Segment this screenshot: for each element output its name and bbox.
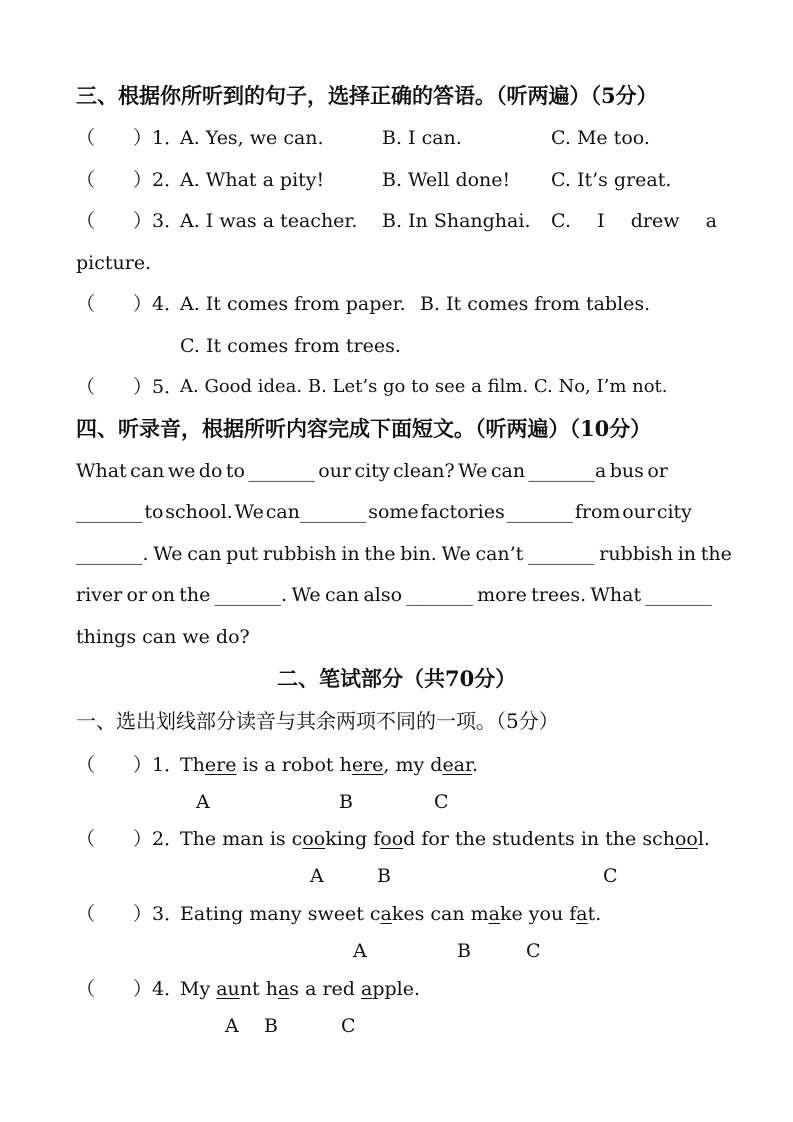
word: We (153, 543, 183, 565)
underlined-part: ere (351, 754, 384, 776)
word: or (647, 460, 668, 482)
text: s a red (289, 978, 361, 1000)
word: rubbish (262, 543, 337, 565)
underlined-part: a (488, 903, 500, 925)
blank: _______ (248, 460, 315, 482)
word: clean? (393, 460, 455, 482)
cloze-line (76, 459, 668, 483)
question-number: （ ）5． (76, 376, 184, 398)
word: in (677, 543, 697, 565)
text: , my d (383, 754, 443, 776)
word: school. (165, 501, 233, 523)
text: My (180, 978, 217, 1000)
label-c: C (526, 940, 541, 962)
underlined-part: oo (302, 828, 326, 850)
text: . (472, 754, 479, 776)
blank: can_______ (265, 501, 367, 523)
question-number: （ ）4． (76, 293, 184, 315)
label-a: A (353, 940, 367, 962)
section-heading-listening-4: 四、听录音，根据所听内容完成下面短文。（听两遍）（10分） (76, 416, 652, 441)
word: can’t (475, 543, 524, 565)
underlined-part: oo (380, 828, 404, 850)
text: pple. (372, 978, 420, 1000)
word: to (225, 460, 245, 482)
question-number: （ ）3． (76, 903, 184, 925)
question-number: （ ）1． (76, 754, 184, 776)
text: l. (697, 828, 710, 850)
option-b: B. Well done! (382, 169, 511, 191)
blank: _______. (76, 543, 149, 565)
underlined-part: ere (204, 754, 237, 776)
word: do (198, 460, 223, 482)
cloze-line (76, 583, 712, 607)
blank: _______. (214, 584, 288, 606)
label-c: C (434, 791, 449, 813)
option-a: A. It comes from paper. (180, 293, 406, 315)
label-b: B (457, 940, 471, 962)
word: We (291, 584, 321, 606)
word: can (130, 460, 165, 482)
question-number: （ ）1． (76, 127, 184, 149)
blank: _______ (506, 501, 574, 523)
word: city (354, 460, 390, 482)
word: I (597, 210, 605, 232)
underlined-part: a (576, 903, 588, 925)
word: the (364, 543, 396, 565)
word: city (656, 501, 692, 523)
blank: _______a (528, 460, 607, 482)
word: What (76, 460, 127, 482)
word: our (622, 501, 655, 523)
word: from (574, 501, 621, 523)
word: rubbish (599, 543, 673, 565)
word: What (590, 584, 642, 606)
word: can (324, 584, 360, 606)
text: ke you f (500, 903, 577, 925)
blank: _______ (645, 584, 712, 606)
word: factories (420, 501, 505, 523)
option-b: B. I can. (382, 127, 462, 149)
underlined-part: au (216, 978, 240, 1000)
label-b: B (264, 1015, 278, 1037)
option-c: C. It comes from trees. (180, 335, 401, 357)
text: Th (180, 754, 205, 776)
option-a: A. I was a teacher. (180, 210, 358, 232)
question-number: （ ）3． (76, 210, 184, 232)
question-sentence (180, 977, 420, 1001)
word: the (700, 543, 732, 565)
word: We (458, 460, 488, 482)
label-c: C (603, 865, 618, 887)
word: some (368, 501, 419, 523)
section-heading-written-1: 一、选出划线部分读音与其余两项不同的一项。（5分） (76, 709, 559, 733)
question-number: （ ）2． (76, 828, 184, 850)
option-a: A. What a pity! (180, 169, 325, 191)
label-b: B (377, 865, 391, 887)
word: on (151, 584, 175, 606)
blank: _______ (406, 584, 473, 606)
option-c (551, 209, 717, 233)
word: also (363, 584, 403, 606)
blank: _______ (528, 543, 595, 565)
text: king f (325, 828, 381, 850)
underlined-part: a (360, 978, 373, 1000)
option-c-continuation: picture. (76, 252, 152, 274)
word: or (126, 584, 148, 606)
label-c: C (341, 1015, 356, 1037)
text: d for the students in the sch (403, 828, 675, 850)
word: to (144, 501, 164, 523)
underlined-part: a (277, 978, 290, 1000)
cloze-line (76, 542, 732, 566)
word: trees. (531, 584, 587, 606)
word: drew (630, 210, 680, 232)
word: our (318, 460, 352, 482)
question-sentence (180, 902, 601, 926)
underlined-part: a (380, 903, 392, 925)
word: in (341, 543, 360, 565)
question-sentence (180, 827, 710, 851)
question-sentence (180, 753, 478, 777)
cloze-last-line: things can we do? (76, 626, 250, 648)
option-b: B. In Shanghai. (382, 210, 531, 232)
underlined-part: oo (674, 828, 698, 850)
word: river (76, 584, 123, 606)
text: kes can m (391, 903, 489, 925)
text: is a robot h (236, 754, 352, 776)
text: t. (587, 903, 602, 925)
word: bin. (400, 543, 437, 565)
word: a (705, 210, 717, 232)
label-a: A (196, 791, 210, 813)
option-c: C. It’s great. (551, 169, 672, 191)
blank: _______ (76, 501, 143, 523)
label-a: A (310, 865, 324, 887)
word: We (441, 543, 471, 565)
text: The man is c (180, 828, 303, 850)
option-b: B. It comes from tables. (420, 293, 651, 315)
word: can (187, 543, 222, 565)
text: Eating many sweet c (180, 903, 381, 925)
word: the (179, 584, 211, 606)
options-abc: A. Good idea. B. Let’s go to see a film. C. No, I’m not. (180, 376, 668, 397)
word: We (234, 501, 264, 523)
underlined-part: ear (442, 754, 473, 776)
section-heading-listening-3: 三、根据你所听到的句子，选择正确的答语。（听两遍）（5分） (76, 83, 658, 108)
word: we (167, 460, 196, 482)
question-number: （ ）2． (76, 169, 184, 191)
word: bus (609, 460, 644, 482)
label-a: A (225, 1015, 239, 1037)
word: more (477, 584, 527, 606)
cloze-line (76, 500, 692, 524)
word: put (226, 543, 259, 565)
option-a: A. Yes, we can. (180, 127, 324, 149)
text: nt h (239, 978, 278, 1000)
word: C. (551, 210, 571, 232)
label-b: B (339, 791, 353, 813)
question-number: （ ）4． (76, 978, 184, 1000)
written-part-title: 二、笔试部分（共70分） (277, 666, 517, 691)
option-c: C. Me too. (551, 127, 650, 149)
word: can (490, 460, 526, 482)
